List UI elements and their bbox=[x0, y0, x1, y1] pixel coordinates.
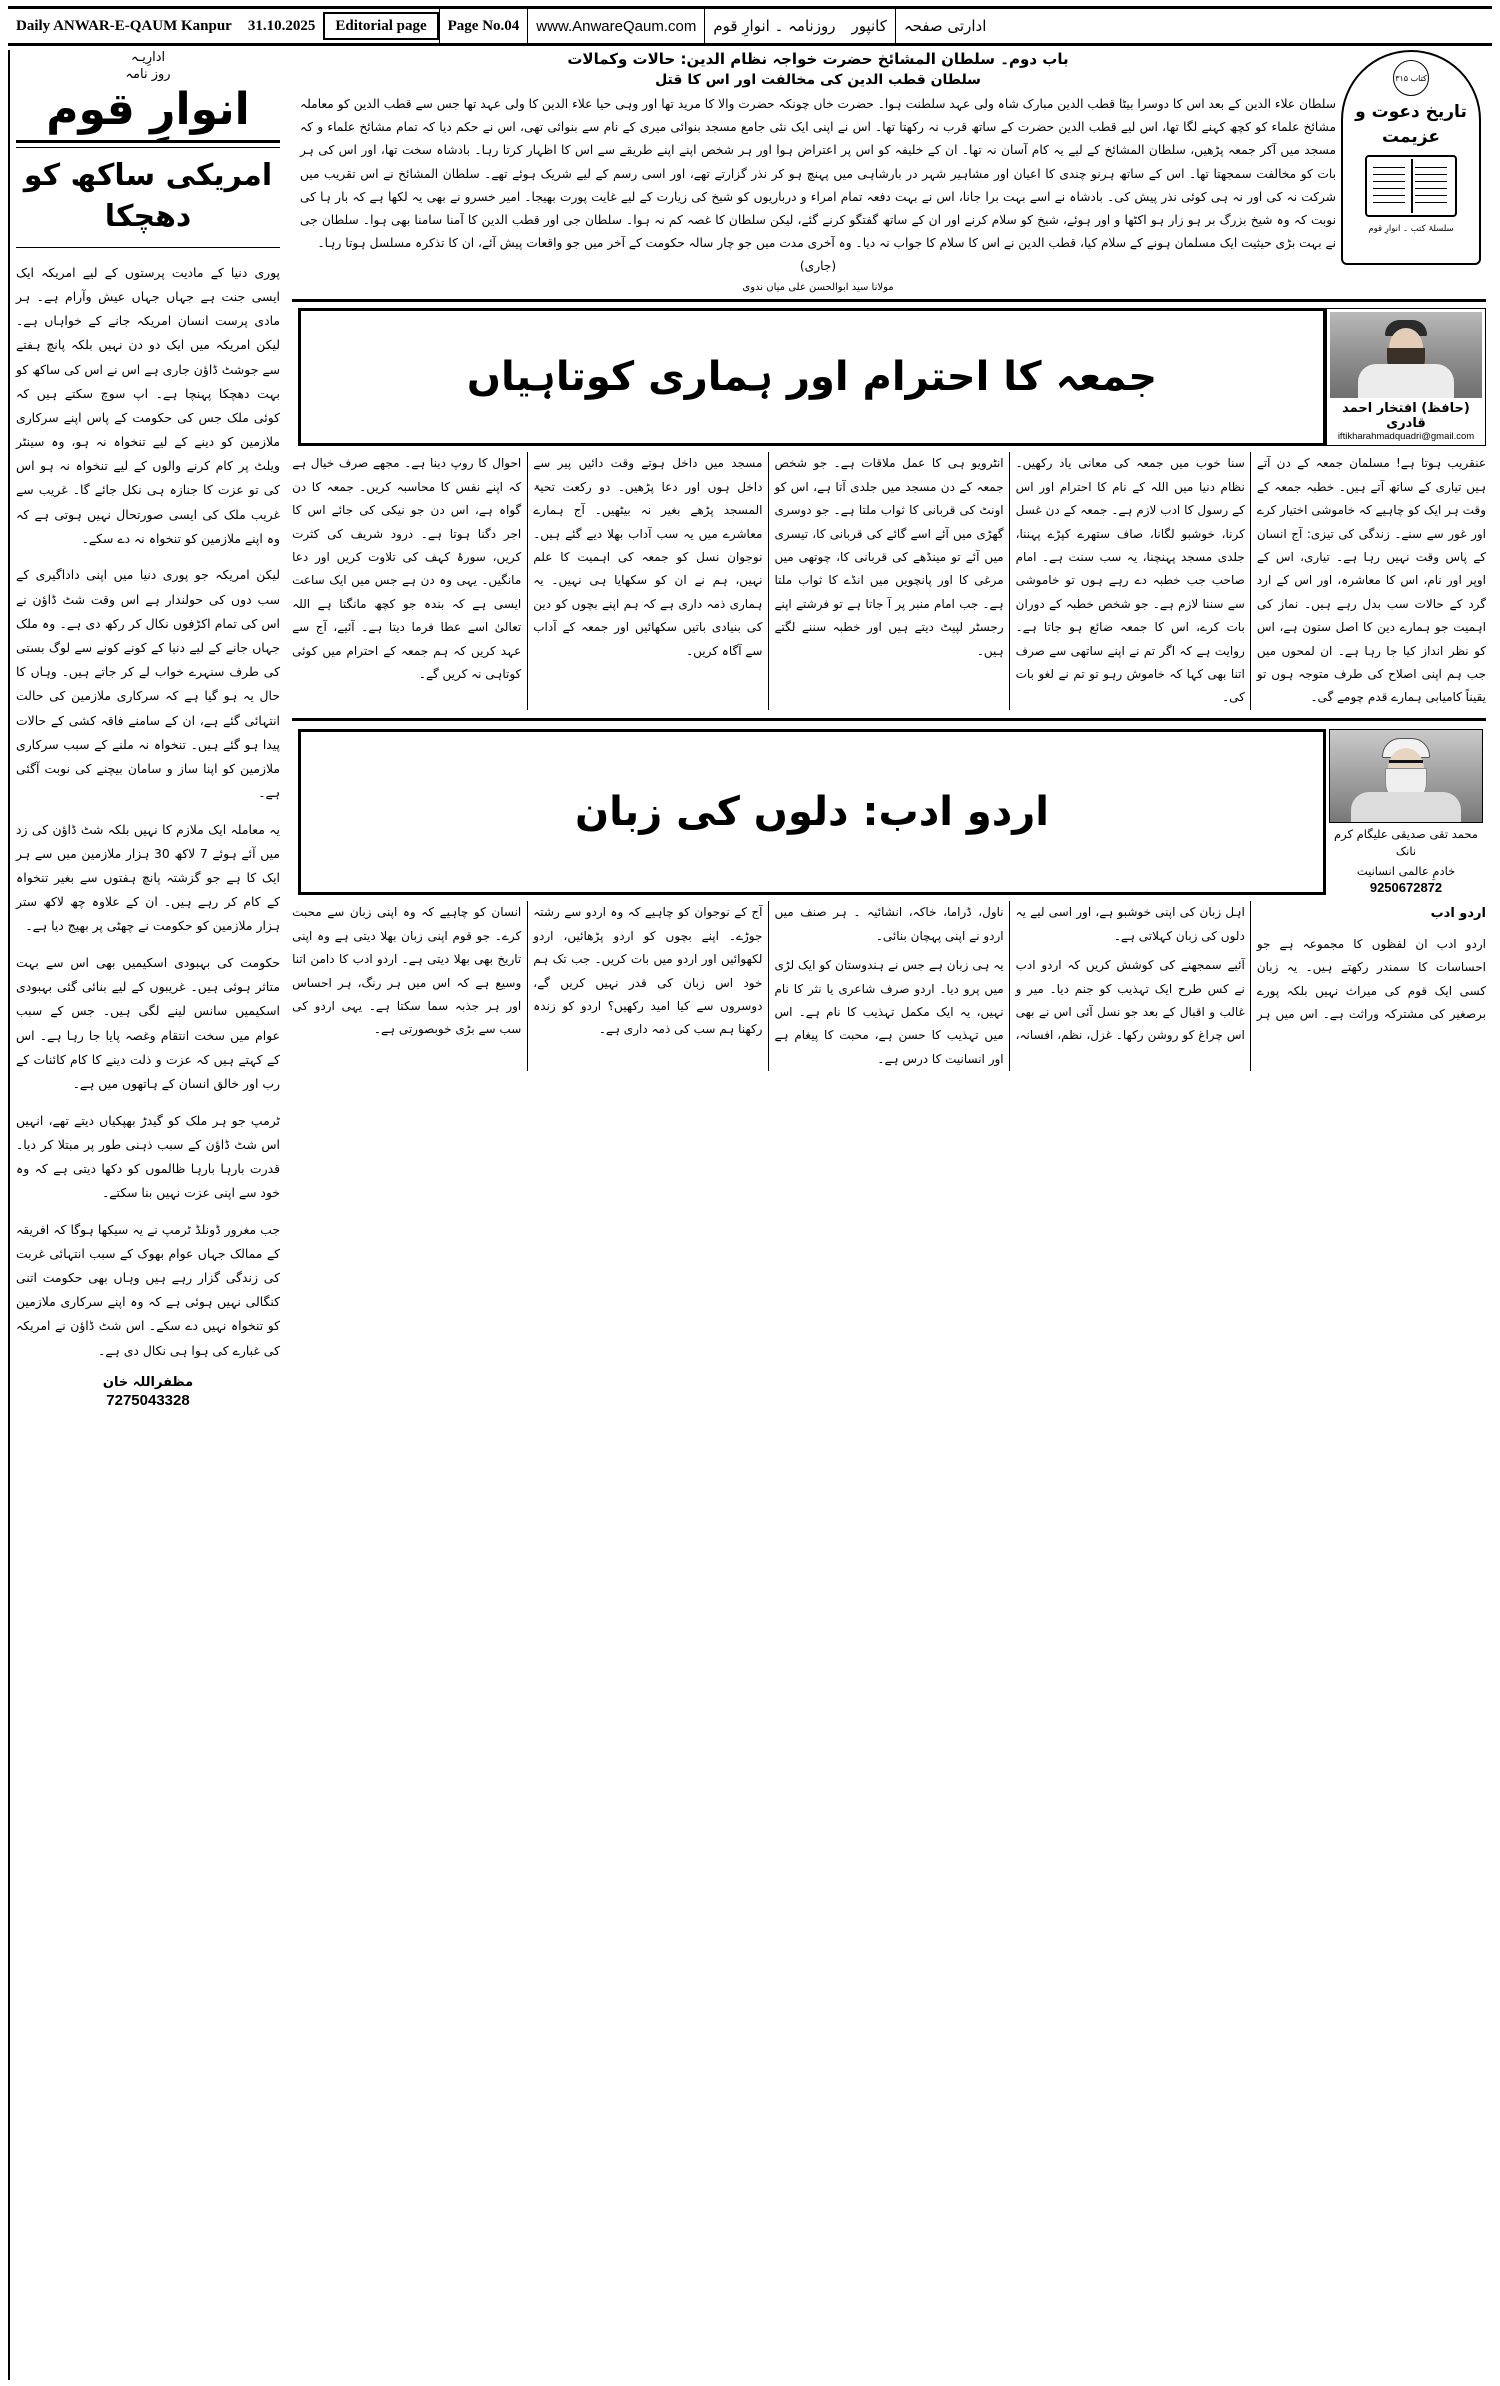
editorial-brand-title: انوارِ قوم bbox=[46, 84, 250, 135]
editorial-paragraph: یہ معاملہ ایک ملازم کا نہیں بلکہ شٹ ڈاؤن کی زد میں آئے ہوئے 7 لاکھ 30 ہزار ملازمین میں سے ہر ایک کا ہے جو گزشتہ پانچ ہفتوں سے بغیر تنخواہ کے کام کر رہے ہیں۔ ان کے علاوہ چھ لاکھ ستر ہزار ملازمین کو حکومت نے چھٹی پر بھیج دیا ہے۔ bbox=[16, 821, 280, 934]
page-body-grid bbox=[8, 50, 1492, 2380]
bottom-article-header bbox=[292, 729, 1486, 896]
top-article-credit: مولانا سید ابوالحسن علی میاں ندوی bbox=[742, 282, 894, 294]
bottom-paragraph: آئیے سمجھنے کی کوشش کریں کہ اردو ادب نے کس طرح ایک تہذیب کو جنم دیا۔ میر و غالب و اقبال کے بعد جو نسل آئی اس نے بھی اس چراغ کو روشن رکھا۔ غزل، نظم، افسانہ، ناول، ڈراما، خاکہ، انشائیہ ۔ ہر صنف میں اردو نے اپنی پہچان بنائی۔ bbox=[774, 905, 1245, 1043]
masthead-section-ur: ادارتی صفحہ bbox=[895, 9, 995, 43]
feature-author-card bbox=[1326, 308, 1486, 446]
bottom-subheading: اردو ادب bbox=[1430, 906, 1486, 922]
bottom-title-box bbox=[298, 729, 1326, 896]
editorial-paragraph: لیکن امریکہ جو پوری دنیا میں اپنی داداگیری کے سب دوں کی حولندار ہے اس وقت شٹ ڈاؤن نے اس کی تمام اکڑفوں نکال کر رکھ دی ہے۔ وہ ملک جہاں جانے کے لیے دنیا کے کونے کونے سے لوگ بستی کی طرف سنہرے خواب لے کر جاتے ہیں۔ وہاں کا حال یہ ہو گیا ہے کہ سرکاری ملازمین کی حالت انتہائی گئے ہے، ان کے سامنے فاقہ کشی کے حالات پیدا ہو گئے ہیں۔ تنخواہ نہ ملنے کے سبب سرکاری ملازمین کو اپنا ساز و سامان بیچنے کی نوبت آگئی ہے۔ bbox=[16, 567, 280, 801]
feature-author-name: (حافظ) افتخار احمد قادری bbox=[1342, 401, 1470, 432]
feature-paragraph: عنقریب ہوتا ہے! مسلمان جمعہ کے دن آتے ہیں تیاری کے ساتھ آتے ہیں۔ خطبہ جمعہ کے وقت ہر ایک کو چاہیے کہ خاموشی اختیار کرے اور غور سے سنے۔ زندگی کی تیزی: آج انسان کے پاس وقت نہیں رہا ہے۔ تیاری، اس کے اوپر اور نام، اس کا معاشرہ، اور اس کے ارد گرد کے حالات سب بدل رہے ہیں۔ نماز کی اہمیت جو ہمارے دین کا اصل ستون ہے، اس کو نظر انداز کیا جا رہا ہے۔ ان لمحوں میں جب ہم اپنی اصلاح کی طرف متوجہ ہوں تو یقیناً کامیابی ہمارے قدم چومے گی۔ bbox=[1256, 456, 1486, 705]
editorial-paragraph: جب مغرور ڈونلڈ ٹرمپ نے یہ سیکھا ہوگا کہ افریقہ کے ممالک جہاں عوام بھوک کے سبب انتہائی غربت کی زندگی گزار رہے ہیں وہاں بھی حکومت اتنی کنگالی نہیں ہوئی ہے کہ وہ اپنے سرکاری ملازمین کو تنخواہ نہیں دے سکے۔ اس شٹ ڈاؤن نے امریکہ کی غبارے کی ہوا ہی نکال دی ہے۔ bbox=[16, 1221, 280, 1358]
divider-thick bbox=[16, 140, 280, 143]
feature-body-columns bbox=[292, 452, 1486, 709]
top-article-seal-area bbox=[1336, 50, 1486, 293]
bottom-paragraph: آج کے نوجوان کو چاہیے کہ وہ اردو سے رشتہ جوڑے۔ اپنے بچوں کو اردو پڑھائیں، اردو لکھوائیں اور اردو میں بات کریں۔ جب تک ہم خود اس زبان کی قدر نہیں کریں گے، دوسروں سے کیا امید رکھیں؟ اردو کو زندہ رکھنا ہم سب کی ذمہ داری ہے۔ bbox=[533, 905, 763, 1037]
seal-badge: کتاب ۳۱۵ bbox=[1393, 60, 1429, 96]
feature-paragraph: سنا خوب میں جمعہ کی معانی یاد رکھیں۔ نظام دنیا میں اللہ کے نام کا احترام اور اس کے رسول کا ادب لازم ہے۔ جمعہ کے دن غسل کرنا، خوشبو لگانا، صاف ستھرے کپڑے پہننا، جلدی مسجد پہنچنا، یہ سب سنت ہے۔ امام صاحب جب خطبہ دے رہے ہوں تو خاموشی سے سننا لازم ہے۔ جو شخص خطبہ کے دوران بات کرے، اس کا جمعہ ضائع ہو جاتا ہے۔ روایت ہے کہ اگر تم نے اپنے ساتھی سے صرف اتنا بھی کہا کہ خاموش رہو تو تم نے لغو بات کی۔ bbox=[1015, 456, 1245, 705]
divider-thin bbox=[16, 147, 280, 148]
feature-title-box bbox=[298, 308, 1326, 446]
editorial-paragraph: ٹرمپ جو ہر ملک کو گیدڑ بھپکیاں دیتے تھے، انہیں اس شٹ ڈاؤن کے سبب ذہنی طور پر مبتلا کر دیا۔ قدرت بارہا بارہا ظالموں کو دکھا دیتی ہے کہ وہ خود سے اپنی عزت نہیں بنا سکتے۔ bbox=[16, 1112, 280, 1201]
main-content-column bbox=[286, 50, 1492, 2380]
article-tareekh-dawat bbox=[292, 50, 1486, 302]
torso-shape-2 bbox=[1351, 792, 1461, 822]
divider-thin-2 bbox=[16, 247, 280, 248]
bottom-article-title: اردو ادب: دلوں کی زبان bbox=[575, 789, 1049, 836]
author-photo bbox=[1330, 312, 1482, 398]
seal-footer-text: سلسلۂ کتب ۔ انوارِ قوم bbox=[1368, 224, 1454, 235]
book-seal bbox=[1341, 50, 1481, 265]
editorial-body bbox=[16, 261, 280, 1363]
editorial-phone: 7275043328 bbox=[106, 1392, 190, 1410]
editorial-paragraph: پوری دنیا کے مادیت پرستوں کے لیے امریکہ ایک ایسی جنت ہے جہاں جہاں عیش وآرام ہے۔ ہر مادی پرست انسان امریکہ جانے کے خواہاں ہے۔ لیکن امریکہ میں ایک دو دن نہیں بلکہ پانچ ہفتے سے جوشٹ ڈاؤن جاری ہے اس نے اس کی ساکھ کو بہت دھچکا پہنچا ہے۔ اپ سوچ سکتے ہیں کہ کوئی ملک جس کی حکومت کے پاس اپنے سرکاری ملازمین کو دینے کے لیے تنخواہ نہ ہو، وہ سینٹر ویلٹ پر کام کرنے والوں کے لیے تنخواہ نہ ہو اس کی تو عزت کا جنازہ ہی نکل جائے گا۔ غریب سے غریب ملک کی ایسی صورتحال نہیں ہوتی ہے کہ وہ اپنے ملازمین کو تنخواہ نہ دے سکے۔ bbox=[16, 264, 280, 546]
editorial-column bbox=[8, 50, 286, 2380]
masthead-page-number: Page No.04 bbox=[439, 9, 528, 43]
editorial-signature: مظفراللہ خان bbox=[102, 1375, 194, 1391]
editorial-kicker-1: ادارِیـہ bbox=[130, 50, 166, 65]
editorial-kicker-2: روز نامہ bbox=[125, 67, 171, 82]
article-jumma-ka-ehtram bbox=[292, 308, 1486, 720]
bottom-author-phone: 9250672872 bbox=[1369, 880, 1443, 896]
feature-paragraph: احوال کا روپ دینا ہے۔ مجھے صرف خیال ہے کہ اپنے نفس کا محاسبہ کریں۔ جمعہ کا دن گواہ ہے، اس دن جو نیکی کی جائے اس کا اجر دگنا ہوتا ہے۔ درود شریف کی کثرت کریں، سورۂ کہف کی تلاوت کریں اور دعا مانگیں۔ یہی وہ دن ہے جس میں ایک ساعت ایسی ہے کہ بندہ جو کچھ مانگتا ہے اللہ تعالیٰ اسے عطا فرما دیتا ہے۔ آئیے، آج سے عہد کریں کہ ہم جمعہ کے احترام میں کوئی کوتاہی نہ کریں گے۔ bbox=[292, 456, 522, 681]
bottom-paragraph: انسان کو چاہیے کہ وہ اپنی زبان سے محبت کرے۔ جو قوم اپنی زبان بھلا دیتی ہے وہ اپنی تاریخ بھی بھلا دیتی ہے۔ اردو ادب کا دامن اتنا وسیع ہے کہ اس میں ہر رنگ، ہر احساس اور ہر جذبہ سما سکتا ہے۔ یہی اردو کی سب سے بڑی خوبصورتی ہے۔ bbox=[292, 905, 522, 1037]
article-urdu-adab bbox=[292, 729, 1486, 1071]
bottom-author-subtitle: خادمِ عالمی انسانیت bbox=[1356, 864, 1456, 879]
feature-paragraph: مسجد میں داخل ہوتے وقت دائیں پیر سے داخل ہوں اور دعا پڑھیں۔ دو رکعت تحیۃ المسجد پڑھے بغیر نہ بیٹھیں۔ آج ہمارے معاشرے میں یہ سب آداب بھلا دیے گئے ہیں۔ نوجوان نسل کو جمعہ کی اہمیت کا علم نہیں، ہم نے ان کو سکھایا ہی نہیں۔ یہ ہماری ذمہ داری ہے کہ ہم اپنے بچوں کو دین کی بنیادی باتیں سکھائیں اور جمعہ کے آداب سے آگاہ کریں۔ bbox=[533, 456, 763, 658]
editorial-paragraph: حکومت کی بہبودی اسکیمیں بھی اس سے بہت متاثر ہوئی ہیں۔ غریبوں کے لیے بنائی گئی بہبودی اسکیمیں سانس لینے لگی ہیں۔ جس کے سبب عوام میں سخت انتقام وغصہ پایا جا رہا ہے۔ اس کے کہتے ہیں کہ عزت و ذلت دینے کا کام کائنات کے رب اور خالق انسان کے ہاتھوں میں ہے۔ bbox=[16, 955, 280, 1091]
masthead-paper-name-en: Daily ANWAR-E-QAUM Kanpur bbox=[16, 17, 232, 34]
open-book-icon bbox=[1365, 155, 1457, 217]
masthead-section-box: Editorial page bbox=[323, 12, 438, 40]
masthead-paper-name-ur: روزنامہ ۔ انوارِ قوم bbox=[704, 9, 843, 43]
bottom-paragraph: اردو ادب ان لفظوں کا مجموعہ ہے جو احساسات کا سمندر رکھتے ہیں۔ یہ زبان کسی ایک قوم کی میراث نہیں بلکہ پورے برصغیر کی مشترکہ وراثت ہے۔ اس میں ہر اہل زبان کی اپنی خوشبو ہے، اور اسی لیے یہ دلوں کی زبان کہلاتی ہے۔ bbox=[1015, 905, 1486, 1021]
editorial-headline: امریکی ساکھ کو دھچکا bbox=[23, 158, 273, 234]
top-article-body: سلطان علاء الدین کے بعد اس کا دوسرا بیٹا قطب الدین مبارک شاہ ولی عہد سلطنت ہوا۔ حضرت خاں چونکہ حضرت والا کا مرید تھا اور وہی حیا علاء الدین کا ولی عہد تھا جس سے قطب الدین کو معاملہ مشائخ علماء کو کچھ کہنے لگا تھا، اس لیے قطب الدین حضرت کے ساتھ قرب نہ رکھتا تھا۔ اس نے اپنی ایک نئی جامع مسجد بنوائی میری کے نام سے بنوائی تھی، اس نے حکم دیا کہ تمام مشائخ علماء و کہ مسجد میں آکر جمعہ پڑھیں، سلطان المشائخ کے لیے یہ کام آسان نہ تھا۔ ان کے خلیفہ کو اس پر اعتراض ہوا اور ہر شخص اپنے اپنے طریقے سے اس کا اظہار کرتا رہا۔ بادشاہ سخت تھا، اور اس کی ہر بات کو مخالفت سمجھتا تھا۔ اس کے ساتھ ہرنو چندی کا اعیان اور مشاہیر شہر در بارشاہی میں پہنچ ہو کر نذر گزارتے تھے، اور اسی رسم کے لیے شریک ہوئے تھے۔ سلطان المشائخ نے اس تقریب میں شرکت نہ کی اور نہ ہی کوئی نذر پیش کی۔ بادشاہ نے اسے بہت برا جانا، اس نے بہت دفعہ تمام امراء و درباریوں کو شیخ کی زیارت کے لیے غایت پورت بھیجا۔ امیر خسرو نے بھی یہ لکھا ہے کہ بار ہا کی نوبت کہ وہ شیخ بزرگ بر ہو زار ہو اکٹھا و اور ہوئے، شیخ کو سلام کرنے اور ان کے ساتھ گفتگو کرنے گئے، لیکن سلطان کا غصہ کم نہ ہوا۔ سلطان جی اور قطب الدین کا آمنا سامنا بھی ہوا۔ سلطان جی نے بہت بڑی حیثیت ایک مسلمان ہونے کے سلام کیا، قطب الدین نے اس کا سلام کا جواب نہ دیا۔ وہ آخری مدت میں جو چار سالہ حکومت کے آخر میں جو واقعات پیش آئے، ان کا تذکرہ مسلسل ہوتا رہا۔ bbox=[300, 97, 1336, 251]
feature-author-email[interactable]: iftikharahmadquadri@gmail.com bbox=[1337, 431, 1475, 443]
top-article-continued: (جاری) bbox=[799, 259, 837, 274]
torso-shape bbox=[1358, 364, 1454, 398]
bottom-paragraph: یہ ہی زبان ہے جس نے ہندوستان کو ایک لڑی میں پرو دیا۔ اردو صرف شاعری یا نثر کا نام نہیں، یہ ایک مکمل تہذیب کا نام ہے۔ اس میں تہذیب کا حسن ہے، محبت کا پیغام ہے اور انسانیت کا درس ہے۔ bbox=[774, 958, 1004, 1066]
masthead-website-link[interactable]: www.AnwareQaum.com bbox=[527, 9, 704, 43]
masthead-city-ur: کانپور bbox=[851, 17, 887, 35]
seal-title: تاریخ دعوت و عزیمت bbox=[1355, 102, 1467, 147]
bottom-author-name: محمد تقی صدیقی علیگام کرم نانک bbox=[1334, 826, 1478, 858]
bottom-author-card bbox=[1326, 729, 1486, 896]
bottom-body-columns bbox=[292, 901, 1486, 1071]
masthead-bar bbox=[8, 6, 1492, 46]
top-article-text bbox=[292, 50, 1336, 293]
editorial-masthead bbox=[16, 50, 280, 134]
top-article-kicker: باب دوم۔ سلطان المشائخ حضرت خواجہ نظام الدین: حالات وکمالات bbox=[567, 50, 1069, 68]
author-photo-2 bbox=[1329, 729, 1483, 823]
feature-paragraph: انٹرویو ہی کا عمل ملاقات ہے۔ جو شخص جمعہ کے دن مسجد میں جلدی آتا ہے، اس کو اونٹ کی قربانی کا ثواب ملتا ہے۔ جو دوسری گھڑی میں آئے اسے گائے کی قربانی کا، تیسری میں آئے تو مینڈھے کی قربانی کا، چوتھی میں مرغی کا اور پانچویں میں انڈے کا ثواب ملتا ہے۔ جب امام منبر پر آ جاتا ہے تو فرشتے اپنے رجسٹر لپیٹ دیتے ہیں اور خطبہ سننے لگتے ہیں۔ bbox=[774, 456, 1004, 658]
feature-header bbox=[292, 308, 1486, 446]
feature-title: جمعہ کا احترام اور ہماری کوتاہیاں bbox=[466, 354, 1158, 401]
masthead-date: 31.10.2025 bbox=[247, 17, 316, 34]
top-article-subhead: سلطان قطب الدین کی مخالفت اور اس کا قتل bbox=[655, 72, 981, 88]
